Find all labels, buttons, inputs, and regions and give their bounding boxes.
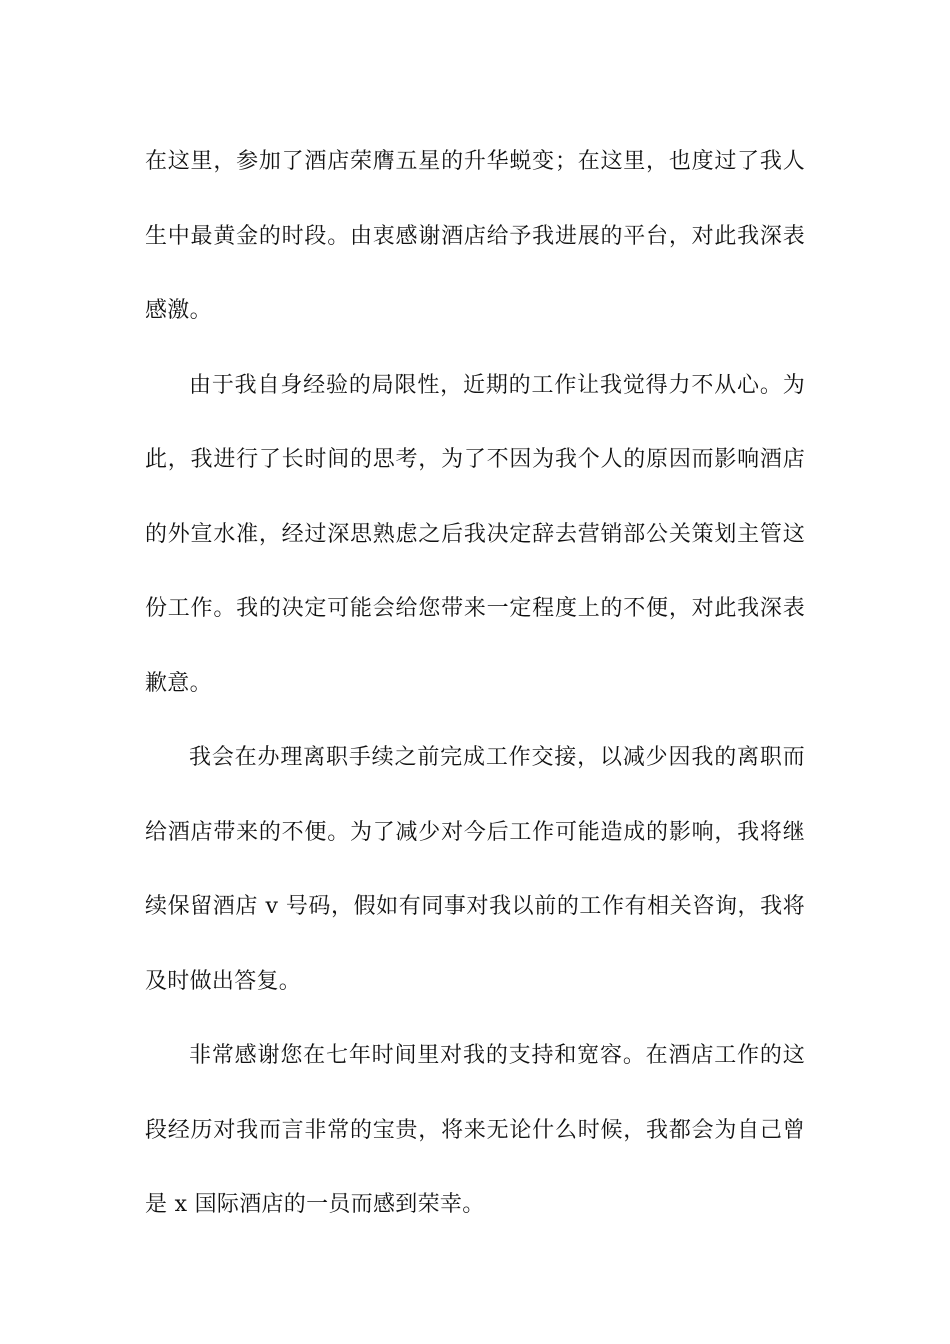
paragraph-2: 由于我自身经验的局限性，近期的工作让我觉得力不从心。为此，我进行了长时间的思考，为了不因为我个人的原因而影响酒店的外宣水准，经过深思熟虑之后我决定辞去营销部公关策划主管这份工作。我的决定可能会给您带来一定程度上的不便，对此我深表歉意。 [145, 372, 805, 696]
paragraph-1: 在这里，参加了酒店荣膺五星的升华蜕变；在这里，也度过了我人生中最黄金的时段。由衷感谢酒店给予我进展的平台，对此我深表感激。 [145, 149, 805, 323]
document-body [145, 125, 805, 1243]
paragraph-3: 我会在办理离职手续之前完成工作交接，以减少因我的离职而给酒店带来的不便。为了减少对今后工作可能造成的影响，我将继续保留酒店 v 号码，假如有同事对我以前的工作有相关咨询，我将及时做出答复。 [145, 745, 805, 994]
paragraph-4: 非常感谢您在七年时间里对我的支持和宽容。在酒店工作的这段经历对我而言非常的宝贵，将来无论什么时候，我都会为自己曾是 x 国际酒店的一员而感到荣幸。 [145, 1043, 805, 1217]
